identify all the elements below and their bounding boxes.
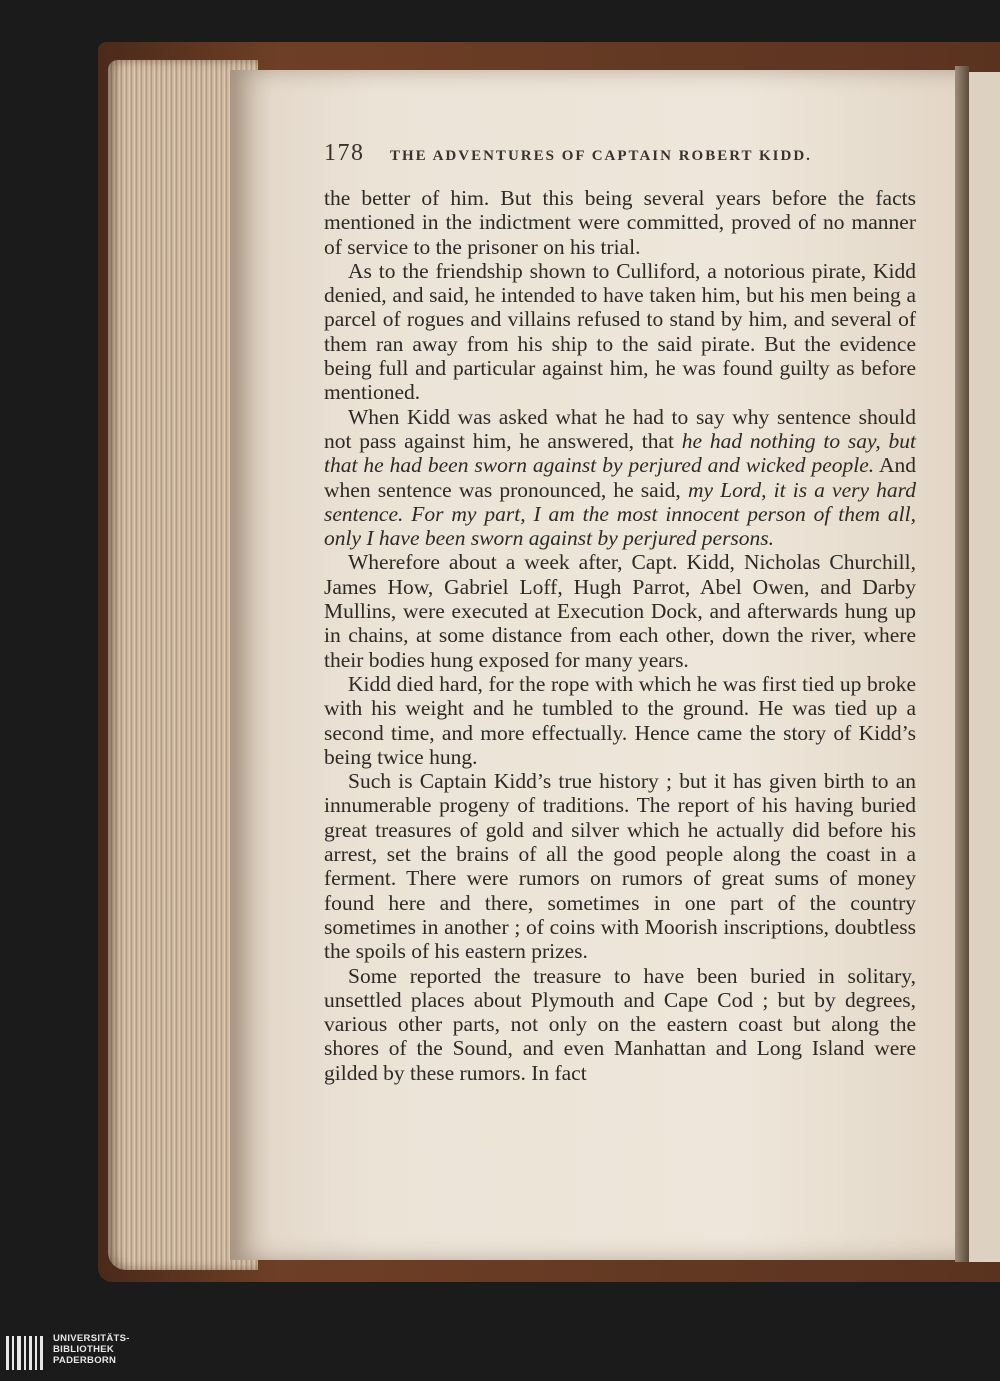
text: Kidd died hard, for the rope with which he was first tied up broke with his weight and he tumbled to the ground. He was tied up a second time, and more effectually. Hence came the story of Kidd’s being twice hung. bbox=[324, 671, 916, 769]
italic-text: he had nothing to say, but that he had been sworn against by perjured and wicked people. bbox=[324, 428, 916, 478]
page-header bbox=[324, 140, 904, 167]
paragraph bbox=[324, 672, 916, 769]
library-barcode-icon bbox=[6, 1336, 46, 1376]
running-head: THE ADVENTURES OF CAPTAIN ROBERT KIDD. bbox=[390, 148, 812, 164]
library-logo-line: PADERBORN bbox=[53, 1355, 117, 1366]
library-logo bbox=[53, 1333, 130, 1366]
paragraph bbox=[324, 550, 916, 671]
text: Some reported the treasure to have been buried in solitary, unsettled places about Plymouth and Cape Cod ; but by degrees, various other parts, not only on the eastern coast but along the shores of the Sound, and even Manhattan and Long Island were gilded by these rumors. In fact bbox=[324, 963, 916, 1085]
paragraph bbox=[324, 405, 916, 551]
paragraph bbox=[324, 964, 916, 1085]
body-text bbox=[324, 186, 916, 1085]
paragraph bbox=[324, 769, 916, 963]
text: And when sentence was pronounced, he said, bbox=[324, 453, 916, 502]
text: Such is Captain Kidd’s true history ; but it has given birth to an innumerable progeny of traditions. The report of his having buried great treasures of gold and silver which he actually did before his arrest, set the brains of all the good people along the coast in a ferment. There were rumors on rumors of great sums of money found here and there, sometimes in one part of the country sometimes in another ; of coins with Moorish inscriptions, doubtless the spoils of his eastern prizes. bbox=[324, 769, 916, 964]
text: Wherefore about a week after, Capt. Kidd, Nicholas Churchill, James How, Gabriel Loff, Hugh Parrot, Abel Owen, and Darby Mullins, were executed at Execution Dock, and afterwards hung up in chains, at some distance from each other, down the river, where their bodies hung exposed for many years. bbox=[324, 550, 916, 672]
page-number: 178 bbox=[324, 140, 365, 166]
library-logo-line: UNIVERSITÄTS- bbox=[53, 1333, 130, 1344]
italic-text: my Lord, it is a very hard sentence. For my part, I am the most innocent person of them all, only I have been sworn against by perjured persons. bbox=[324, 477, 916, 551]
paragraph bbox=[324, 259, 916, 405]
text: When Kidd was asked what he had to say why sentence should not pass against him, he answered, that bbox=[324, 404, 916, 453]
text: the better of him. But this being several years before the facts mentioned in the indictment were committed, proved of no manner of service to the prisoner on his trial. bbox=[324, 186, 916, 259]
library-logo-line: BIBLIOTHEK bbox=[53, 1344, 115, 1355]
paragraph bbox=[324, 186, 916, 259]
footer-bar bbox=[0, 1331, 1000, 1381]
text: As to the friendship shown to Culliford, a notorious pirate, Kidd denied, and said, he intended to have taken him, but his men being a parcel of rogues and villains refused to stand by him, and several of them ran away from his ship to the said pirate. But the evidence being full and particular against him, he was found guilty as before mentioned. bbox=[324, 258, 916, 405]
book-gutter bbox=[955, 66, 969, 1262]
facing-page-edge bbox=[969, 72, 1000, 1262]
